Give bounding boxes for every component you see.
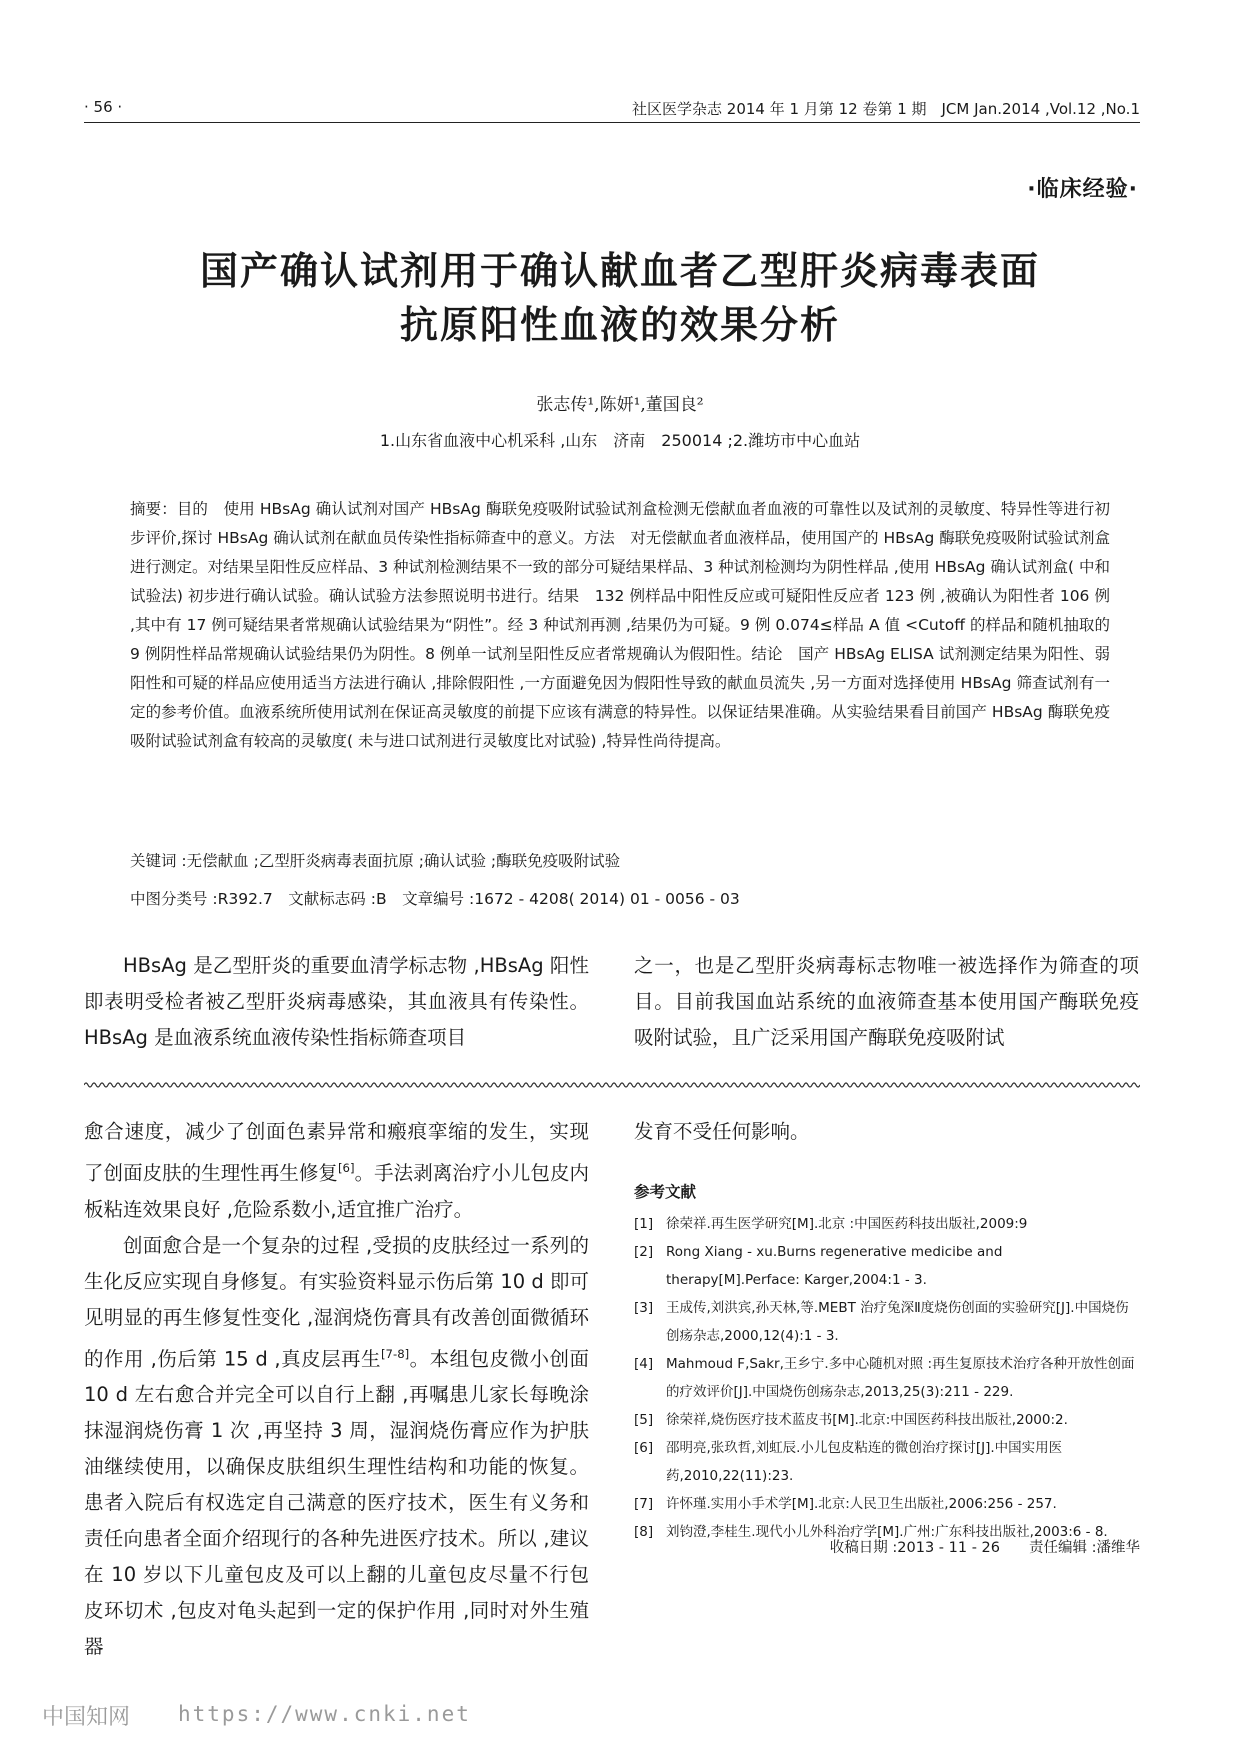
journal-header: 社区医学杂志 2014 年 1 月第 12 卷第 1 期 JCM Jan.2014 ,Vol.12 ,No.1 <box>632 100 1140 118</box>
reference-item <box>634 1434 1140 1490</box>
citation: [6] <box>337 1161 355 1175</box>
reference-text: 刘钧澄,李桂生.现代小儿外科治疗学[M].广州:广东科技出版社,2003:6 - 8. <box>666 1524 1108 1540</box>
reference-text: Mahmoud F,Sakr,王乡宁.多中心随机对照 :再生复原技术治疗各种开放性创面的疗效评价[J].中国烧伤创疡杂志,2013,25(3):211 - 229. <box>666 1356 1135 1400</box>
abstract <box>130 495 1110 756</box>
reference-number: [8] <box>634 1524 654 1540</box>
reference-number: [5] <box>634 1412 654 1428</box>
reference-number: [7] <box>634 1496 654 1512</box>
lower-left-column <box>84 1114 589 1665</box>
abstract-text: 摘要：目的 使用 HBsAg 确认试剂对国产 HBsAg 酶联免疫吸附试验试剂盒检测无偿献血者血液的可靠性以及试剂的灵敏度、特异性等进行初步评价,探讨 HBsAg 确认试剂在献血员传染性指标筛查中的意义。方法 对无偿献血者血液样品，使用国产的 HBsAg 酶联免疫吸附试验试剂盒进行测定。对结果呈阳性反应样品、3 种试剂检测结果不一致的部分可疑结果样品、3 种试剂检测均为阴性样品 ,使用 HBsAg 确认试剂盒( 中和试验法) 初步进行确认试验。确认试验方法参照说明书进行。结果 132 例样品中阳性反应或可疑阳性反应者 123 例 ,被确认为阳性者 106 例 ,其中有 17 例可疑结果者常规确认试验结果为“阴性”。经 3 种试剂再测 ,结果仍为可疑。9 例 0.074≤样品 A 值 <Cutoff 的样品和随机抽取的 9 例阴性样品常规确认试验结果仍为阴性。8 例单一试剂呈阳性反应者常规确认为假阳性。结论 国产 HBsAg ELISA 试剂测定结果为阳性、弱阳性和可疑的样品应使用适当方法进行确认 ,排除假阳性 ,一方面避免因为假阳性导致的献血员流失 ,另一方面对选择使用 HBsAg 筛查试剂有一定的参考价值。血液系统所使用试剂在保证高灵敏度的前提下应该有满意的特异性。以保证结果准确。从实验结果看目前国产 HBsAg 酶联免疫吸附试验试剂盒有较高的灵敏度( 未与进口试剂进行灵敏度比对试验) ,特异性尚待提高。 <box>130 500 1110 750</box>
title-line-2: 抗原阳性血液的效果分析 <box>399 303 840 347</box>
intro-right-text: 之一，也是乙型肝炎病毒标志物唯一被选择作为筛查的项目。目前我国血站系统的血液筛查基本使用国产酶联免疫吸附试验，且广泛采用国产酶联免疫吸附试 <box>634 954 1139 1049</box>
affiliation: 1.山东省血液中心机采科 ,山东 济南 250014 ;2.潍坊市中心血站 <box>379 431 861 450</box>
reference-number: [1] <box>634 1216 654 1232</box>
received-date: 收稿日期 :2013 - 11 - 26 责任编辑 :潘维华 <box>829 1540 1140 1556</box>
classification: 中图分类号 :R392.7 文献标志码 :B 文章编号 :1672 - 4208( 2014) 01 - 0056 - 03 <box>130 890 740 908</box>
page-number: · 56 · <box>84 98 123 116</box>
citation: [7-8] <box>380 1346 410 1361</box>
intro-right-column <box>634 948 1139 1056</box>
reference-item <box>634 1238 1140 1294</box>
reference-text: 许怀瑾.实用小手术学[M].北京:人民卫生出版社,2006:256 - 257. <box>666 1496 1057 1512</box>
reference-item <box>634 1490 1140 1518</box>
intro-left-text: HBsAg 是乙型肝炎的重要血清学标志物 ,HBsAg 阳性即表明受检者被乙型肝炎病毒感染，其血液具有传染性。HBsAg 是血液系统血液传染性指标筛查项目 <box>84 954 589 1049</box>
section-tag: ·临床经验· <box>1027 177 1138 202</box>
reference-text: 徐荣祥.再生医学研究[M].北京 :中国医药科技出版社,2009:9 <box>666 1216 1028 1232</box>
references-list <box>634 1210 1140 1546</box>
reference-number: [3] <box>634 1300 654 1316</box>
title-line-1: 国产确认试剂用于确认献血者乙型肝炎病毒表面 <box>199 249 1040 293</box>
reference-item <box>634 1210 1140 1238</box>
reference-item <box>634 1294 1140 1350</box>
reference-item <box>634 1406 1140 1434</box>
lower-right-text: 发育不受任何影响。 <box>634 1120 810 1143</box>
reference-number: [2] <box>634 1244 654 1260</box>
lower-left-p2: 创面愈合是一个复杂的过程 ,受损的皮肤经过一系列的生化反应实现自身修复。有实验资料显示伤后第 10 d 即可见明显的再生修复性变化 ,湿润烧伤膏具有改善创面微循环的作用 ,伤后第 15 d ,真皮层再生[7-8]。本组包皮微小创面 10 d 左右愈合并完全可以自行上翻 ,再嘱患儿家长每晚涂抹湿润烧伤膏 1 次 ,再坚持 3 周，湿润烧伤膏应作为护肤油继续使用，以确保皮肤组织生理性结构和功能的恢复。患者入院后有权选定自己满意的医疗技术，医生有义务和责任向患者全面介绍现行的各种先进医疗技术。所以 ,建议在 10 岁以下儿童包皮及可以上翻的儿童包皮尽量不行包皮环切术 ,包皮对龟头起到一定的保护作用 ,同时对外生殖器 <box>84 1233 589 1658</box>
cnki-logo: 中国知网 <box>42 1705 131 1730</box>
authors: 张志传¹,陈妍¹,董国良² <box>536 395 704 415</box>
lower-right-column <box>634 1114 1139 1150</box>
reference-number: [4] <box>634 1356 654 1372</box>
keywords: 关键词 :无偿献血 ;乙型肝炎病毒表面抗原 ;确认试验 ;酶联免疫吸附试验 <box>130 852 621 870</box>
intro-left-column <box>84 948 589 1056</box>
cnki-url[interactable]: https://www.cnki.net <box>178 1702 471 1726</box>
reference-text: 邵明亮,张玖哲,刘虹辰.小儿包皮粘连的微创治疗探讨[J].中国实用医药,2010,22(11):23. <box>666 1440 1063 1484</box>
article-divider-wave <box>84 1080 1140 1090</box>
reference-number: [6] <box>634 1440 654 1456</box>
header-rule <box>84 122 1140 123</box>
references-heading: 参考文献 <box>634 1183 697 1201</box>
reference-text: 徐荣祥,烧伤医疗技术蓝皮书[M].北京:中国医药科技出版社,2000:2. <box>666 1412 1068 1428</box>
reference-text: Rong Xiang - xu.Burns regenerative medicibe and therapy[M].Perface: Karger,2004:1 - 3. <box>666 1244 1003 1288</box>
reference-item <box>634 1350 1140 1406</box>
reference-text: 王成传,刘洪宾,孙天林,等.MEBT 治疗兔深Ⅱ度烧伤创面的实验研究[J].中国烧伤创疡杂志,2000,12(4):1 - 3. <box>666 1300 1129 1344</box>
lower-left-p1: 愈合速度，减少了创面色素异常和瘢痕挛缩的发生，实现了创面皮肤的生理性再生修复[6]。手法剥离治疗小儿包皮内板粘连效果良好 ,危险系数小,适宜推广治疗。 <box>84 1120 589 1221</box>
